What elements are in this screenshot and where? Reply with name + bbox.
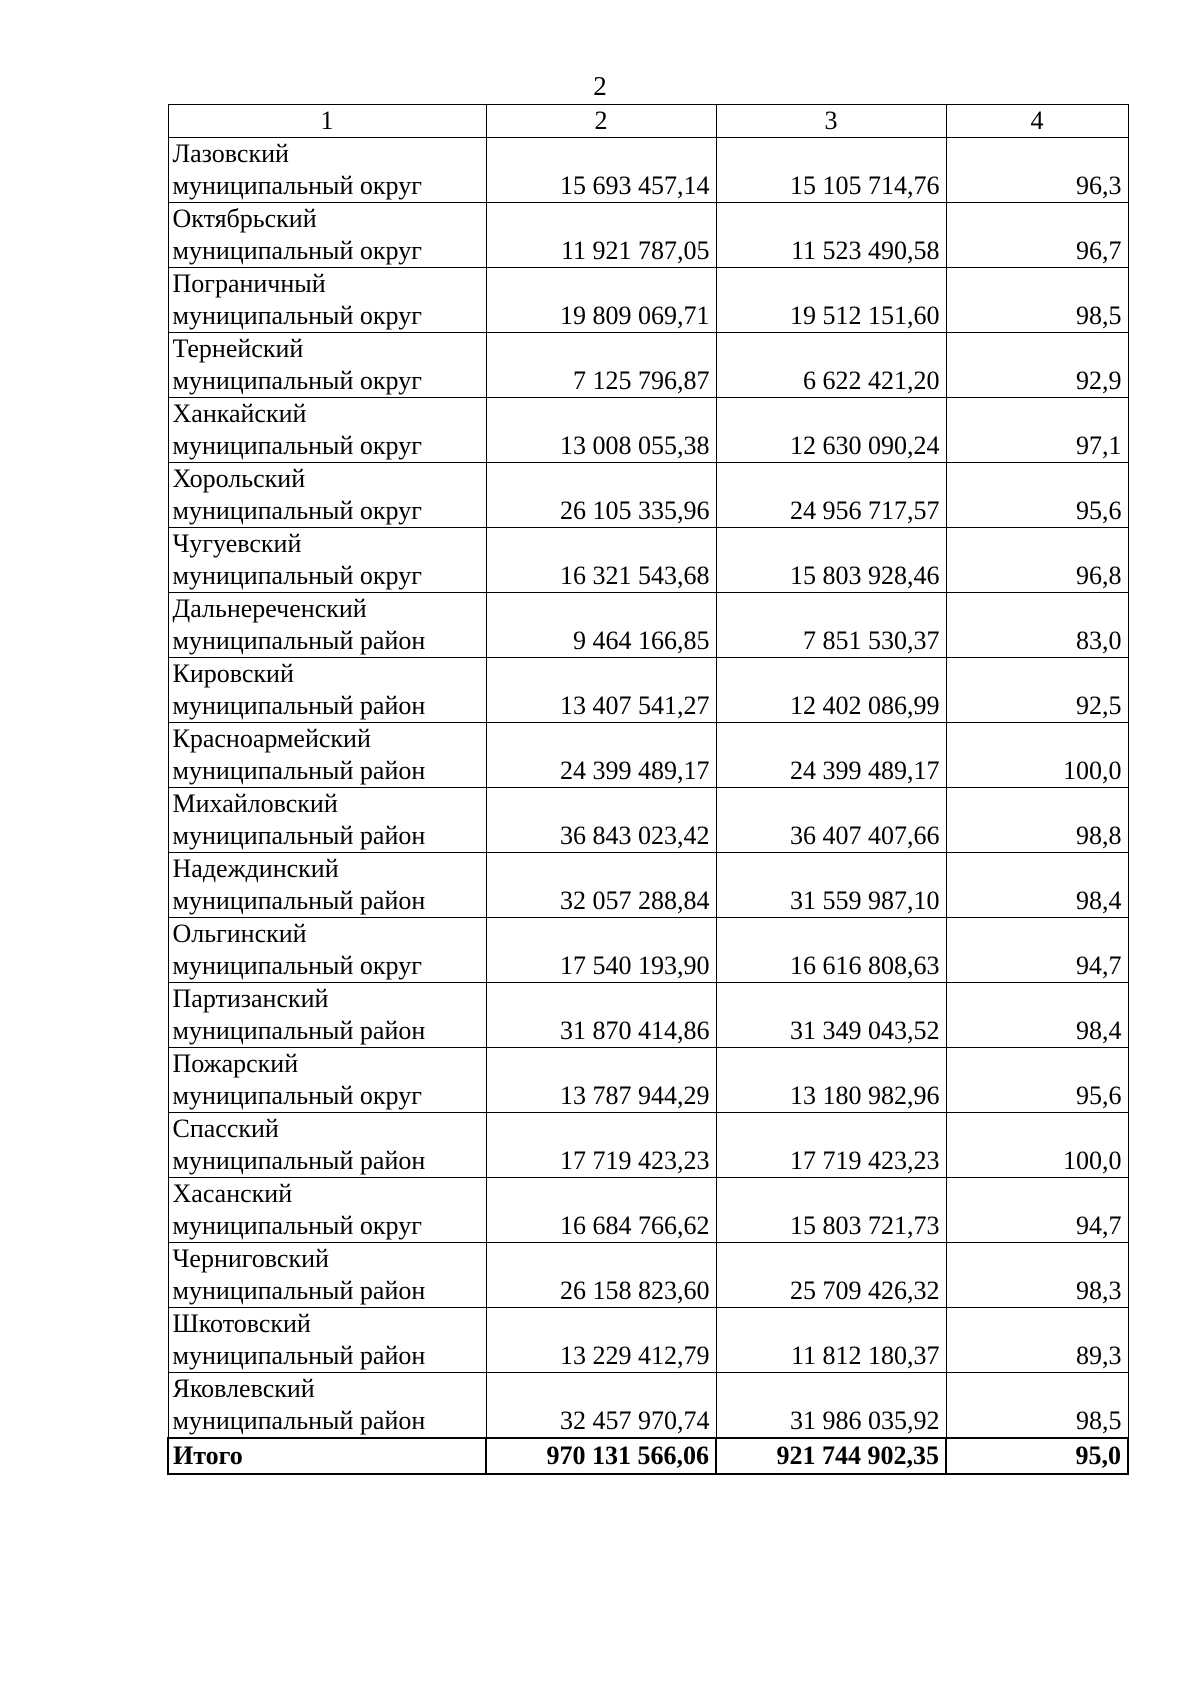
column-2-value: 17 540 193,90 — [486, 918, 716, 983]
column-4-value: 96,3 — [946, 138, 1128, 203]
municipality-name — [168, 1113, 486, 1178]
column-2-value: 16 684 766,62 — [486, 1178, 716, 1243]
municipality-name — [168, 853, 486, 918]
municipality-name — [168, 723, 486, 788]
column-2-value: 15 693 457,14 — [486, 138, 716, 203]
column-4-value: 94,7 — [946, 1178, 1128, 1243]
column-3-value: 7 851 530,37 — [716, 593, 946, 658]
column-4-value: 98,3 — [946, 1243, 1128, 1308]
column-4-value: 95,6 — [946, 463, 1128, 528]
municipality-name-line2: муниципальный район — [172, 886, 426, 915]
table-row — [168, 528, 1128, 593]
municipality-name-line1: Кировский — [172, 659, 294, 688]
column-2-value: 32 457 970,74 — [486, 1373, 716, 1439]
column-2-value: 9 464 166,85 — [486, 593, 716, 658]
column-3-value: 15 803 721,73 — [716, 1178, 946, 1243]
municipality-name-line2: муниципальный округ — [172, 366, 422, 395]
column-2-value: 31 870 414,86 — [486, 983, 716, 1048]
municipality-name — [168, 658, 486, 723]
column-header-1: 1 — [168, 105, 486, 138]
municipality-name-line2: муниципальный округ — [172, 561, 422, 590]
municipality-name-line1: Партизанский — [172, 984, 329, 1013]
column-3-value: 24 399 489,17 — [716, 723, 946, 788]
column-3-value: 36 407 407,66 — [716, 788, 946, 853]
column-4-value: 100,0 — [946, 1113, 1128, 1178]
table-row — [168, 788, 1128, 853]
column-3-value: 24 956 717,57 — [716, 463, 946, 528]
table-row — [168, 203, 1128, 268]
column-4-value: 98,4 — [946, 853, 1128, 918]
municipality-name-line2: муниципальный округ — [172, 301, 422, 330]
municipality-name-line2: муниципальный район — [172, 1016, 426, 1045]
municipality-name-line1: Михайловский — [172, 789, 338, 818]
column-3-value: 19 512 151,60 — [716, 268, 946, 333]
municipality-name-line2: муниципальный район — [172, 1406, 426, 1435]
column-3-value: 12 402 086,99 — [716, 658, 946, 723]
municipality-name-line1: Черниговский — [172, 1244, 329, 1273]
municipality-name-line2: муниципальный округ — [172, 236, 422, 265]
table-row — [168, 1243, 1128, 1308]
municipality-name — [168, 333, 486, 398]
column-4-value: 83,0 — [946, 593, 1128, 658]
municipality-name — [168, 593, 486, 658]
column-4-value: 94,7 — [946, 918, 1128, 983]
municipality-name-line2: муниципальный район — [172, 626, 426, 655]
budget-table — [167, 104, 1129, 1475]
municipality-name — [168, 788, 486, 853]
municipality-name-line2: муниципальный район — [172, 1146, 426, 1175]
municipality-name-line1: Надеждинский — [172, 854, 339, 883]
municipality-name-line1: Спасский — [172, 1114, 279, 1143]
municipality-name-line1: Яковлевский — [172, 1374, 315, 1403]
municipality-name — [168, 268, 486, 333]
column-2-value: 13 008 055,38 — [486, 398, 716, 463]
table-row — [168, 723, 1128, 788]
header-row — [168, 105, 1128, 138]
total-column-3: 921 744 902,35 — [716, 1438, 946, 1474]
table-row — [168, 853, 1128, 918]
municipality-name — [168, 1178, 486, 1243]
column-3-value: 17 719 423,23 — [716, 1113, 946, 1178]
municipality-name — [168, 1243, 486, 1308]
table-row — [168, 1178, 1128, 1243]
column-2-value: 26 158 823,60 — [486, 1243, 716, 1308]
column-2-value: 26 105 335,96 — [486, 463, 716, 528]
total-row — [168, 1438, 1128, 1474]
municipality-name-line1: Пожарский — [172, 1049, 299, 1078]
municipality-name — [168, 138, 486, 203]
table-row — [168, 1308, 1128, 1373]
municipality-name-line2: муниципальный район — [172, 1341, 426, 1370]
column-3-value: 11 523 490,58 — [716, 203, 946, 268]
municipality-name — [168, 528, 486, 593]
municipality-name-line1: Пограничный — [172, 269, 326, 298]
column-4-value: 100,0 — [946, 723, 1128, 788]
column-4-value: 95,6 — [946, 1048, 1128, 1113]
municipality-name-line2: муниципальный округ — [172, 171, 422, 200]
municipality-name-line1: Дальнереченский — [172, 594, 367, 623]
municipality-name-line1: Хасанский — [172, 1179, 293, 1208]
municipality-name-line1: Красноармейский — [172, 724, 371, 753]
page-number: 2 — [593, 71, 607, 101]
column-4-value: 98,4 — [946, 983, 1128, 1048]
table-row — [168, 1113, 1128, 1178]
municipality-name-line1: Октябрьский — [172, 204, 317, 233]
column-4-value: 89,3 — [946, 1308, 1128, 1373]
municipality-name — [168, 918, 486, 983]
column-header-2: 2 — [486, 105, 716, 138]
municipality-name — [168, 1048, 486, 1113]
municipality-name-line2: муниципальный район — [172, 821, 426, 850]
municipality-name — [168, 203, 486, 268]
municipality-name-line1: Шкотовский — [172, 1309, 311, 1338]
municipality-name-line1: Ольгинский — [172, 919, 307, 948]
column-4-value: 92,5 — [946, 658, 1128, 723]
table-row — [168, 398, 1128, 463]
municipality-name-line1: Тернейский — [172, 334, 304, 363]
municipality-name — [168, 1373, 486, 1439]
table-row — [168, 658, 1128, 723]
column-2-value: 13 407 541,27 — [486, 658, 716, 723]
column-2-value: 16 321 543,68 — [486, 528, 716, 593]
column-2-value: 7 125 796,87 — [486, 333, 716, 398]
column-header-3: 3 — [716, 105, 946, 138]
table-row — [168, 1048, 1128, 1113]
municipality-name — [168, 398, 486, 463]
municipality-name-line1: Лазовский — [172, 139, 289, 168]
table-row — [168, 268, 1128, 333]
column-4-value: 97,1 — [946, 398, 1128, 463]
column-3-value: 11 812 180,37 — [716, 1308, 946, 1373]
column-2-value: 36 843 023,42 — [486, 788, 716, 853]
municipality-name-line2: муниципальный округ — [172, 951, 422, 980]
column-2-value: 17 719 423,23 — [486, 1113, 716, 1178]
column-3-value: 15 105 714,76 — [716, 138, 946, 203]
column-2-value: 11 921 787,05 — [486, 203, 716, 268]
column-3-value: 6 622 421,20 — [716, 333, 946, 398]
column-3-value: 16 616 808,63 — [716, 918, 946, 983]
municipality-name — [168, 463, 486, 528]
column-4-value: 98,5 — [946, 268, 1128, 333]
municipality-name — [168, 1308, 486, 1373]
municipality-name-line2: муниципальный округ — [172, 431, 422, 460]
column-3-value: 25 709 426,32 — [716, 1243, 946, 1308]
column-2-value: 13 787 944,29 — [486, 1048, 716, 1113]
table-row — [168, 593, 1128, 658]
total-column-4: 95,0 — [946, 1438, 1128, 1474]
municipality-name-line2: муниципальный район — [172, 756, 426, 785]
column-3-value: 31 349 043,52 — [716, 983, 946, 1048]
table-row — [168, 918, 1128, 983]
municipality-name-line2: муниципальный округ — [172, 1211, 422, 1240]
column-3-value: 31 559 987,10 — [716, 853, 946, 918]
column-3-value: 15 803 928,46 — [716, 528, 946, 593]
municipality-name-line1: Ханкайский — [172, 399, 307, 428]
column-2-value: 19 809 069,71 — [486, 268, 716, 333]
column-4-value: 96,8 — [946, 528, 1128, 593]
municipality-name-line2: муниципальный район — [172, 1276, 426, 1305]
column-4-value: 98,5 — [946, 1373, 1128, 1439]
table-row — [168, 1373, 1128, 1439]
column-3-value: 12 630 090,24 — [716, 398, 946, 463]
total-column-2: 970 131 566,06 — [486, 1438, 716, 1474]
column-3-value: 13 180 982,96 — [716, 1048, 946, 1113]
table-row — [168, 333, 1128, 398]
column-2-value: 32 057 288,84 — [486, 853, 716, 918]
table-row — [168, 463, 1128, 528]
column-4-value: 96,7 — [946, 203, 1128, 268]
municipality-name — [168, 983, 486, 1048]
table-row — [168, 983, 1128, 1048]
column-3-value: 31 986 035,92 — [716, 1373, 946, 1439]
municipality-name-line2: муниципальный округ — [172, 496, 422, 525]
municipality-name-line1: Чугуевский — [172, 529, 302, 558]
table-row — [168, 138, 1128, 203]
column-2-value: 24 399 489,17 — [486, 723, 716, 788]
table-body — [168, 138, 1128, 1439]
column-4-value: 98,8 — [946, 788, 1128, 853]
municipality-name-line2: муниципальный район — [172, 691, 426, 720]
total-label: Итого — [168, 1438, 486, 1474]
municipality-name-line1: Хорольский — [172, 464, 306, 493]
column-4-value: 92,9 — [946, 333, 1128, 398]
column-2-value: 13 229 412,79 — [486, 1308, 716, 1373]
municipality-name-line2: муниципальный округ — [172, 1081, 422, 1110]
column-header-4: 4 — [946, 105, 1128, 138]
